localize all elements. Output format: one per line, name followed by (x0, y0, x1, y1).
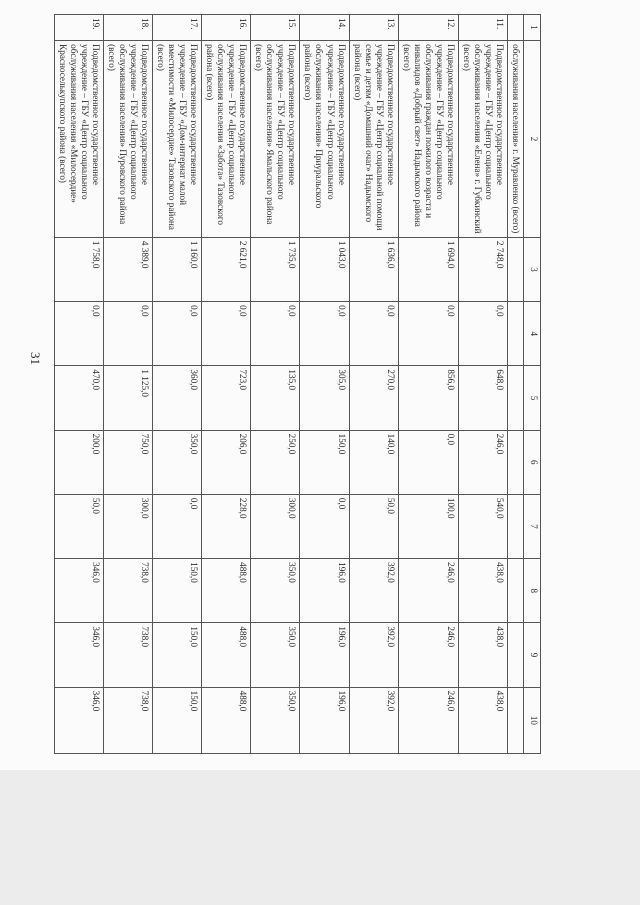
header-cell: 8 (524, 559, 541, 623)
table-wrapper (55, 14, 541, 754)
table-row (153, 15, 202, 754)
row-name: Подведомственное государственное учреждение – ГБУ «Центр социального обслуживания населения» Пуровского района (всего) (103, 41, 152, 238)
value-cell: 196,0 (300, 623, 349, 687)
value-cell: 0,0 (153, 302, 202, 366)
value-cell: 300,0 (251, 494, 300, 558)
value-cell: 135,0 (251, 366, 300, 430)
value-cell: 0,0 (54, 302, 103, 366)
value-cell (507, 237, 523, 301)
value-cell: 228,0 (202, 494, 251, 558)
row-number: 17. (153, 15, 202, 41)
value-cell: 246,0 (458, 430, 507, 494)
page-background (0, 770, 640, 905)
row-name: Подведомственное государственное учреждение – ГБУ «Центр социального обслуживания граждан пожилого возраста и инвалидов «Добрый свет» Надымского района (всего) (398, 41, 458, 238)
value-cell: 2 621,0 (202, 237, 251, 301)
value-cell: 0,0 (300, 302, 349, 366)
table-row (103, 15, 152, 754)
value-cell: 738,0 (103, 687, 152, 753)
header-row (524, 15, 541, 754)
value-cell: 300,0 (103, 494, 152, 558)
value-cell: 246,0 (398, 687, 458, 753)
value-cell: 150,0 (300, 430, 349, 494)
row-number: 14. (300, 15, 349, 41)
value-cell: 1 694,0 (398, 237, 458, 301)
row-name: Подведомственное государственное учреждение – ГБУ «Центр социального обслуживания населения» Ямальского района (всего) (251, 41, 300, 238)
value-cell: 540,0 (458, 494, 507, 558)
table-row (349, 15, 398, 754)
value-cell (507, 366, 523, 430)
row-name: Подведомственное государственное учреждение – ГБУ «Центр социального обслуживания населения» Приуральского района (всего) (300, 41, 349, 238)
header-cell: 3 (524, 237, 541, 301)
value-cell: 1 043,0 (300, 237, 349, 301)
header-cell: 7 (524, 494, 541, 558)
value-cell: 360,0 (153, 366, 202, 430)
value-cell: 470,0 (54, 366, 103, 430)
header-cell: 6 (524, 430, 541, 494)
value-cell: 305,0 (300, 366, 349, 430)
value-cell: 196,0 (300, 687, 349, 753)
value-cell: 750,0 (103, 430, 152, 494)
row-number: 18. (103, 15, 152, 41)
row-number: 11. (458, 15, 507, 41)
value-cell: 0,0 (398, 430, 458, 494)
value-cell: 200,0 (54, 430, 103, 494)
value-cell: 392,0 (349, 559, 398, 623)
value-cell: 50,0 (349, 494, 398, 558)
value-cell: 0,0 (349, 302, 398, 366)
table-row (300, 15, 349, 754)
row-name: Подведомственное государственное учреждение – ГБУ «Центр социального обслуживания населения «Забота» Тазовского района (всего) (202, 41, 251, 238)
value-cell: 346,0 (54, 687, 103, 753)
table-row (398, 15, 458, 754)
value-cell: 738,0 (103, 559, 152, 623)
value-cell: 0,0 (153, 494, 202, 558)
value-cell: 150,0 (153, 623, 202, 687)
value-cell: 392,0 (349, 687, 398, 753)
value-cell: 488,0 (202, 687, 251, 753)
value-cell: 1 125,0 (103, 366, 152, 430)
table-row (458, 15, 507, 754)
value-cell: 206,0 (202, 430, 251, 494)
page-number: 31 (28, 352, 43, 365)
data-table (54, 14, 541, 754)
value-cell: 648,0 (458, 366, 507, 430)
value-cell: 350,0 (251, 559, 300, 623)
value-cell: 246,0 (398, 623, 458, 687)
value-cell: 1 160,0 (153, 237, 202, 301)
table-row (202, 15, 251, 754)
value-cell (507, 559, 523, 623)
value-cell: 438,0 (458, 687, 507, 753)
value-cell: 0,0 (458, 302, 507, 366)
row-number: 15. (251, 15, 300, 41)
value-cell (507, 687, 523, 753)
row-number (507, 15, 523, 41)
value-cell: 0,0 (251, 302, 300, 366)
header-cell: 9 (524, 623, 541, 687)
header-cell: 5 (524, 366, 541, 430)
row-name: обслуживания населения» г. Муравленко (всего) (507, 41, 523, 238)
value-cell: 4 389,0 (103, 237, 152, 301)
value-cell: 723,0 (202, 366, 251, 430)
row-name: Подведомственное государственное учреждение – ГБУ «Центр социального обслуживания населения «Милосердие» Красноселькупского района (всего) (54, 41, 103, 238)
value-cell: 2 748,0 (458, 237, 507, 301)
value-cell: 0,0 (300, 494, 349, 558)
value-cell: 488,0 (202, 623, 251, 687)
value-cell: 100,0 (398, 494, 458, 558)
value-cell: 438,0 (458, 623, 507, 687)
value-cell (507, 430, 523, 494)
value-cell: 392,0 (349, 623, 398, 687)
value-cell: 738,0 (103, 623, 152, 687)
value-cell: 350,0 (153, 430, 202, 494)
value-cell: 150,0 (153, 687, 202, 753)
table-row (251, 15, 300, 754)
value-cell: 346,0 (54, 623, 103, 687)
header-cell: 4 (524, 302, 541, 366)
row-name: Подведомственное государственное учреждение – ГБУ «Центр социального обслуживания населения «Елена» г. Губкинский (всего) (458, 41, 507, 238)
value-cell: 150,0 (153, 559, 202, 623)
value-cell: 196,0 (300, 559, 349, 623)
value-cell: 350,0 (251, 687, 300, 753)
value-cell: 0,0 (398, 302, 458, 366)
value-cell: 346,0 (54, 559, 103, 623)
table-row (507, 15, 523, 754)
value-cell: 1 636,0 (349, 237, 398, 301)
value-cell: 0,0 (103, 302, 152, 366)
value-cell: 1 758,0 (54, 237, 103, 301)
row-number: 16. (202, 15, 251, 41)
row-number: 19. (54, 15, 103, 41)
value-cell: 856,0 (398, 366, 458, 430)
row-name: Подведомственное государственное учреждение – ГБУ «Центр социальной помощи семье и детям «Домашний очаг» Надымского района (всего) (349, 41, 398, 238)
value-cell: 250,0 (251, 430, 300, 494)
value-cell (507, 494, 523, 558)
header-cell: 2 (524, 41, 541, 238)
value-cell: 1 735,0 (251, 237, 300, 301)
value-cell: 140,0 (349, 430, 398, 494)
value-cell (507, 623, 523, 687)
value-cell: 0,0 (202, 302, 251, 366)
value-cell: 50,0 (54, 494, 103, 558)
value-cell (507, 302, 523, 366)
header-cell: 1 (524, 15, 541, 41)
value-cell: 438,0 (458, 559, 507, 623)
value-cell: 488,0 (202, 559, 251, 623)
table-row (54, 15, 103, 754)
header-cell: 10 (524, 687, 541, 753)
value-cell: 270,0 (349, 366, 398, 430)
row-number: 13. (349, 15, 398, 41)
row-number: 12. (398, 15, 458, 41)
value-cell: 350,0 (251, 623, 300, 687)
value-cell: 246,0 (398, 559, 458, 623)
row-name: Подведомственное государственное учреждение – ГБУ «Дом-интернат малой вместимости «Милосердие» Тазовского района (всего) (153, 41, 202, 238)
